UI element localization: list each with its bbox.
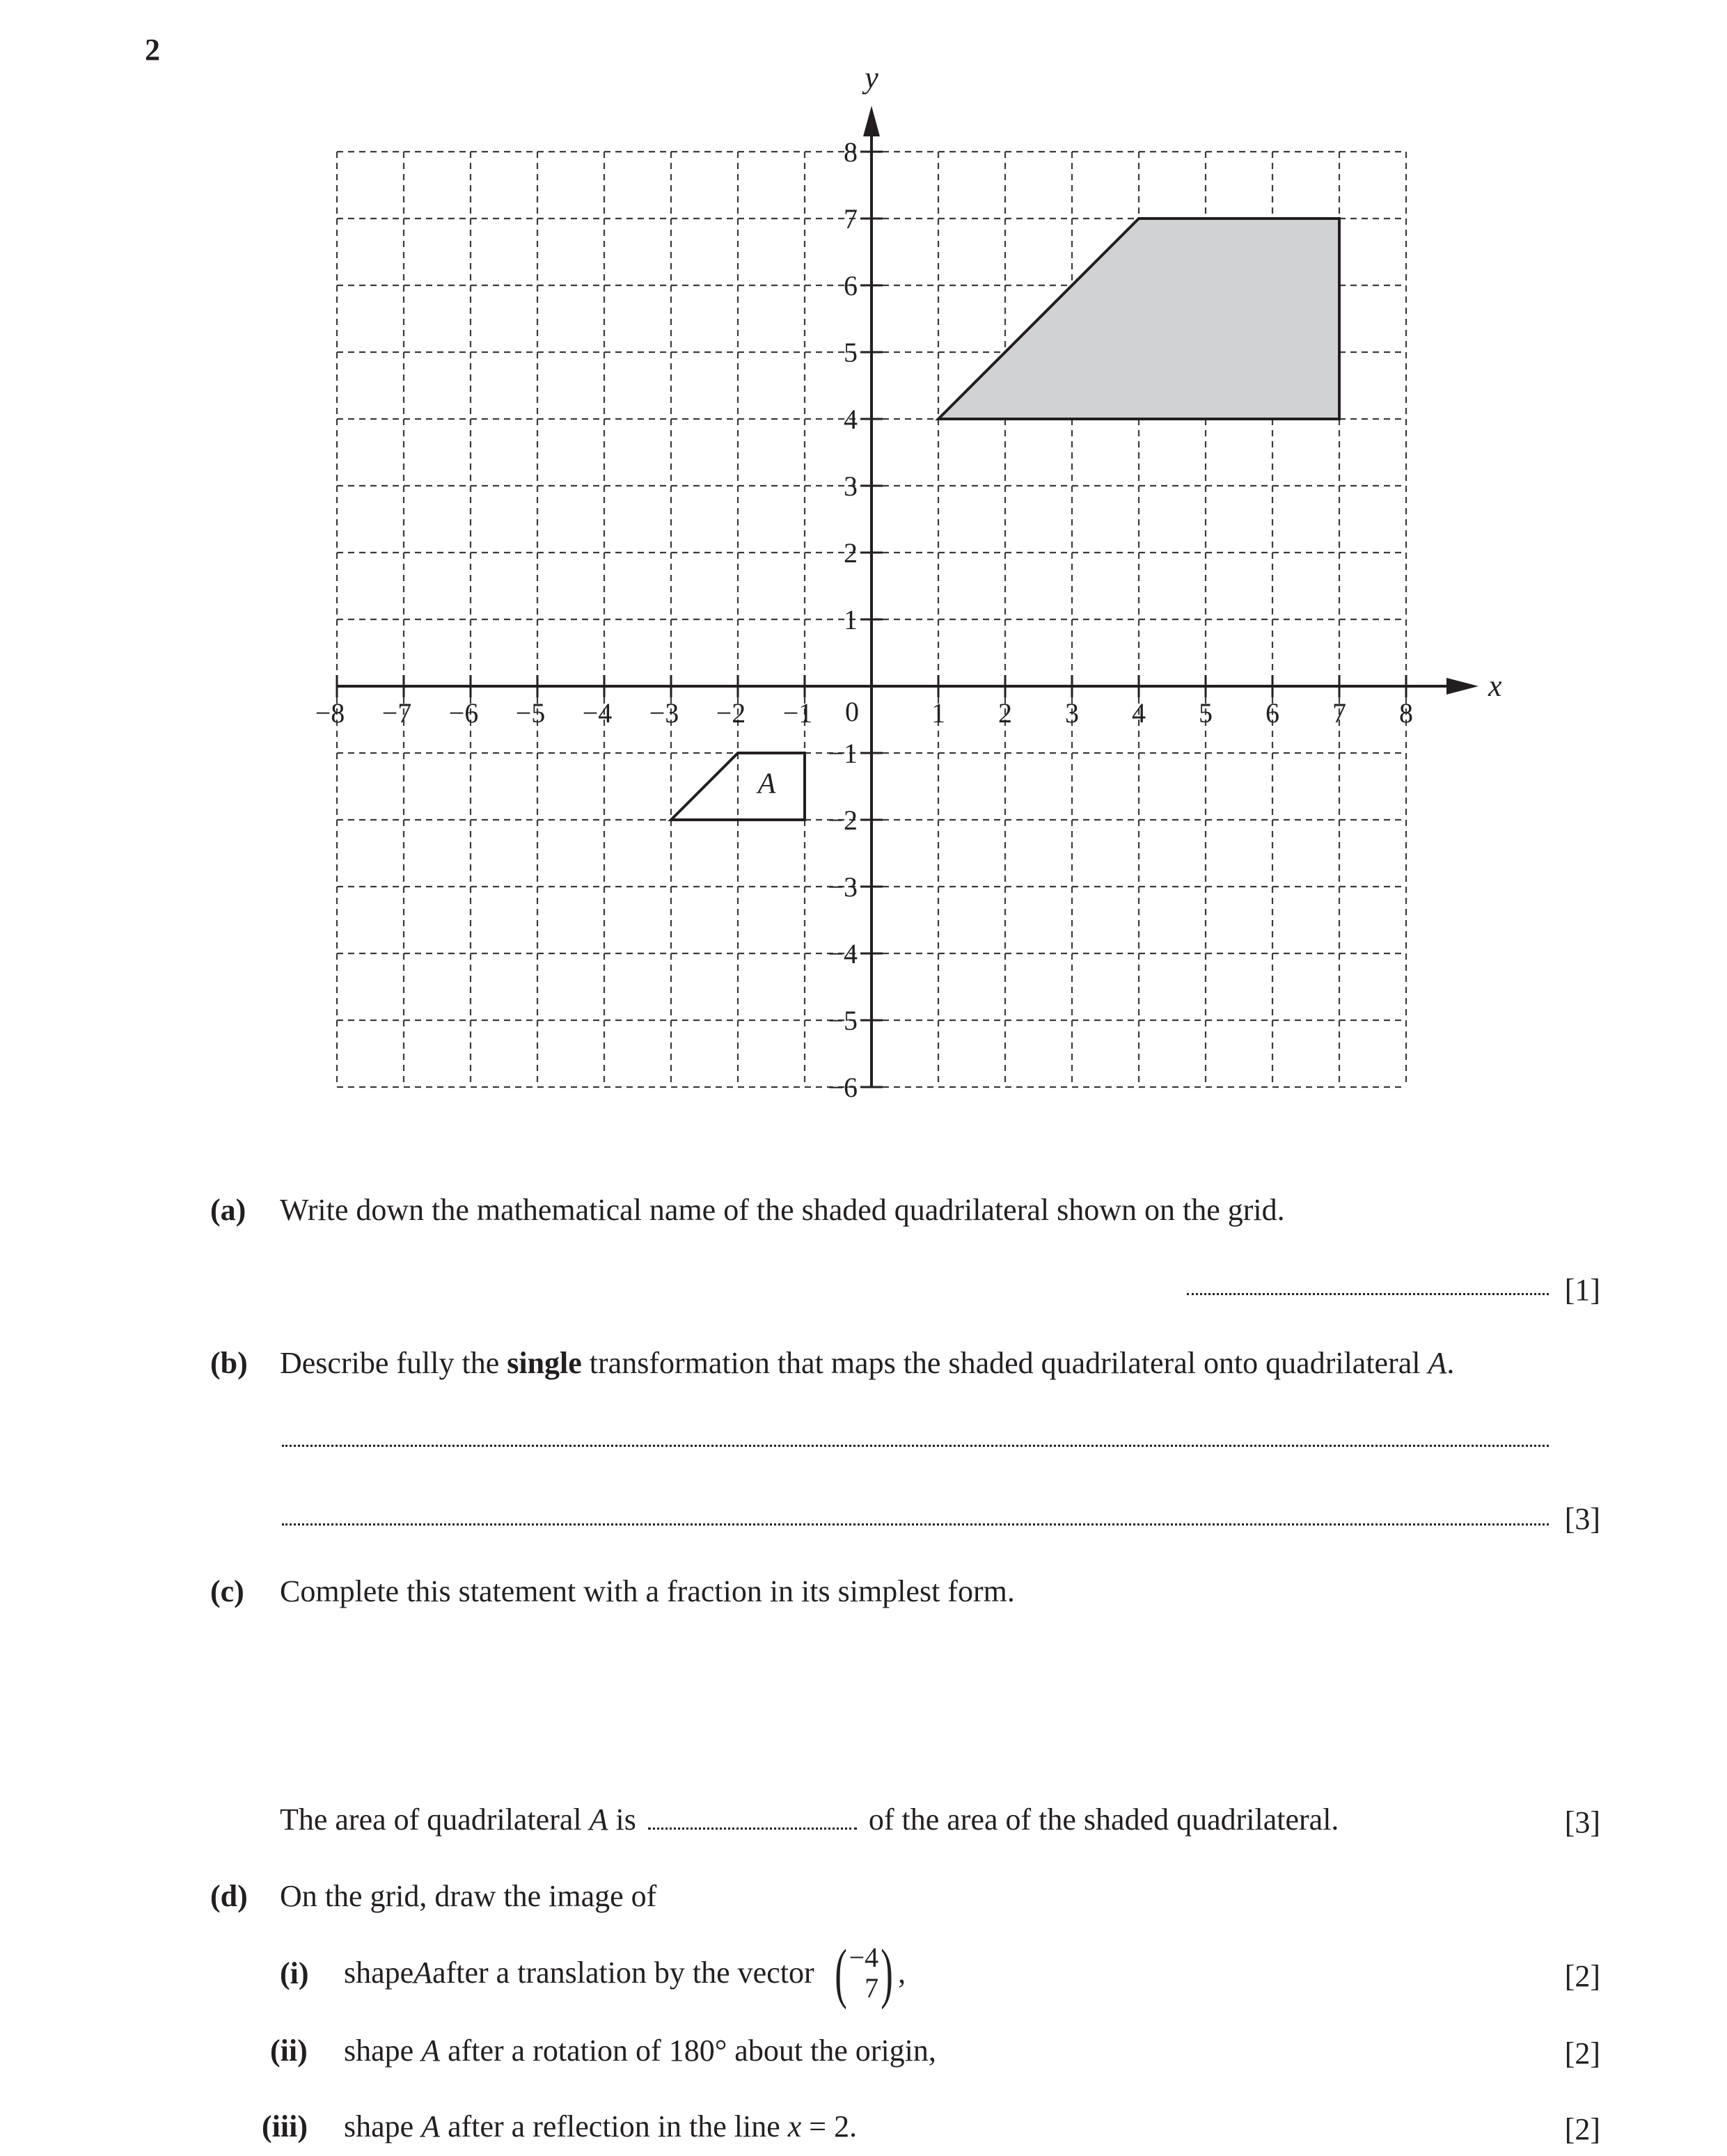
y-tick-label: 4	[844, 404, 858, 435]
statement-text-1: The area of quadrilateral	[280, 1802, 590, 1837]
y-tick-label: 2	[844, 537, 858, 569]
d-iii-italic: A	[421, 2109, 441, 2143]
y-tick-label: 3	[844, 470, 858, 502]
question-b-text	[280, 1348, 1454, 1379]
statement-text-2: is	[608, 1802, 644, 1837]
answer-line-b-1[interactable]	[282, 1445, 1549, 1447]
question-c-text: Complete this statement with a fraction in its simplest form.	[280, 1574, 1015, 1608]
statement-text-3: of the area of the shaded quadrilateral.	[860, 1802, 1339, 1837]
d-ii-text-2: after a rotation of 180° about the origin,	[440, 2034, 936, 2068]
x-tick-label: −4	[582, 697, 613, 729]
y-tick-label: 1	[844, 604, 858, 635]
mark-d-i: [2]	[1564, 1959, 1600, 1993]
x-tick-label: −2	[716, 697, 746, 729]
question-c	[210, 1574, 1015, 1608]
y-tick-label: −1	[828, 738, 858, 769]
question-d	[210, 1879, 657, 1913]
answer-line-c[interactable]	[648, 1828, 857, 1830]
x-tick-label: 1	[931, 697, 945, 729]
mark-d-iii: [2]	[1564, 2112, 1600, 2146]
shaded-quadrilateral	[938, 219, 1339, 419]
y-tick-label: 5	[844, 337, 858, 368]
statement-italic: A	[589, 1802, 608, 1837]
x-axis-arrow	[1446, 678, 1478, 695]
question-b-text-2: transformation that maps the shaded quadrilateral onto quadrilateral	[581, 1346, 1428, 1380]
d-ii-italic: A	[421, 2034, 441, 2068]
question-d-i-label: (i)	[280, 1956, 309, 1990]
d-i-text-end: ,	[898, 1956, 906, 1990]
y-tick-label: −3	[828, 871, 858, 903]
d-i-text-2: after a translation by the vector	[432, 1956, 814, 1990]
d-iii-text-1: shape	[344, 2109, 422, 2143]
d-i-italic: A	[413, 1956, 433, 1990]
x-tick-label: 3	[1065, 697, 1079, 729]
y-axis-arrow	[863, 106, 880, 136]
page-number: 2	[145, 33, 160, 67]
vector-right-paren: )	[881, 1935, 893, 2010]
y-tick-label: 6	[844, 270, 858, 301]
question-b-bold: single	[507, 1346, 582, 1380]
x-tick-label: 8	[1399, 697, 1413, 729]
question-c-statement	[280, 1802, 1339, 1837]
x-tick-label: 6	[1265, 697, 1279, 729]
y-tick-label: −5	[828, 1005, 858, 1036]
y-tick-label: −2	[828, 804, 858, 836]
mark-c: [3]	[1564, 1805, 1600, 1839]
y-tick-label: −4	[828, 938, 858, 969]
answer-line-a[interactable]	[1187, 1293, 1549, 1295]
y-tick-label: 8	[844, 136, 858, 168]
vector-left-paren: (	[834, 1935, 847, 2010]
mark-a: [1]	[1564, 1273, 1600, 1307]
question-d-label: (d)	[210, 1879, 248, 1913]
question-b-text-1: Describe fully the	[280, 1346, 507, 1380]
x-tick-label: −3	[649, 697, 679, 729]
d-iii-text-2: after a reflection in the line	[440, 2109, 788, 2143]
x-tick-label: 2	[998, 697, 1012, 729]
x-tick-label: −5	[515, 697, 546, 729]
mark-b: [3]	[1564, 1502, 1600, 1536]
x-tick-label: 7	[1332, 697, 1346, 729]
question-a-text: Write down the mathematical name of the shaded quadrilateral shown on the grid.	[280, 1193, 1285, 1227]
mark-d-ii: [2]	[1564, 2036, 1600, 2070]
d-iii-italic-x: x	[787, 2109, 802, 2143]
x-tick-label: −1	[782, 697, 813, 729]
origin-label: 0	[845, 696, 859, 727]
vector-column	[849, 1942, 879, 2004]
shape-a-label: A	[757, 768, 776, 800]
answer-line-b-2[interactable]	[282, 1523, 1549, 1525]
question-a	[210, 1193, 1285, 1227]
question-d-text: On the grid, draw the image of	[280, 1879, 657, 1913]
d-i-text-1: shape	[344, 1956, 414, 1990]
question-d-i-text	[344, 1935, 906, 2010]
question-d-ii-label: (ii)	[270, 2034, 308, 2068]
vector-bottom: 7	[865, 1972, 879, 2004]
d-iii-text-end: = 2.	[801, 2109, 858, 2143]
question-b-label: (b)	[210, 1346, 248, 1380]
y-tick-label: 7	[844, 203, 858, 235]
question-c-label: (c)	[210, 1574, 244, 1608]
x-tick-label: −8	[315, 697, 345, 729]
question-d-iii-label: (iii)	[262, 2109, 308, 2143]
y-axis-label: y	[865, 61, 878, 95]
x-tick-label: 4	[1132, 697, 1146, 729]
question-b-italic: A	[1428, 1346, 1447, 1380]
x-tick-label: −6	[448, 697, 479, 729]
question-d-iii-text	[344, 2111, 857, 2142]
x-axis-label: x	[1488, 669, 1502, 703]
y-tick-label: −6	[828, 1072, 858, 1103]
question-a-label: (a)	[210, 1193, 246, 1227]
x-tick-label: −7	[381, 697, 412, 729]
question-d-ii-text	[344, 2036, 936, 2066]
d-ii-text-1: shape	[344, 2034, 422, 2068]
vector-top: −4	[849, 1942, 879, 1973]
question-b-text-3: .	[1446, 1346, 1455, 1380]
translation-vector	[830, 1935, 899, 2010]
question-b	[210, 1346, 1455, 1380]
x-tick-label: 5	[1199, 697, 1213, 729]
